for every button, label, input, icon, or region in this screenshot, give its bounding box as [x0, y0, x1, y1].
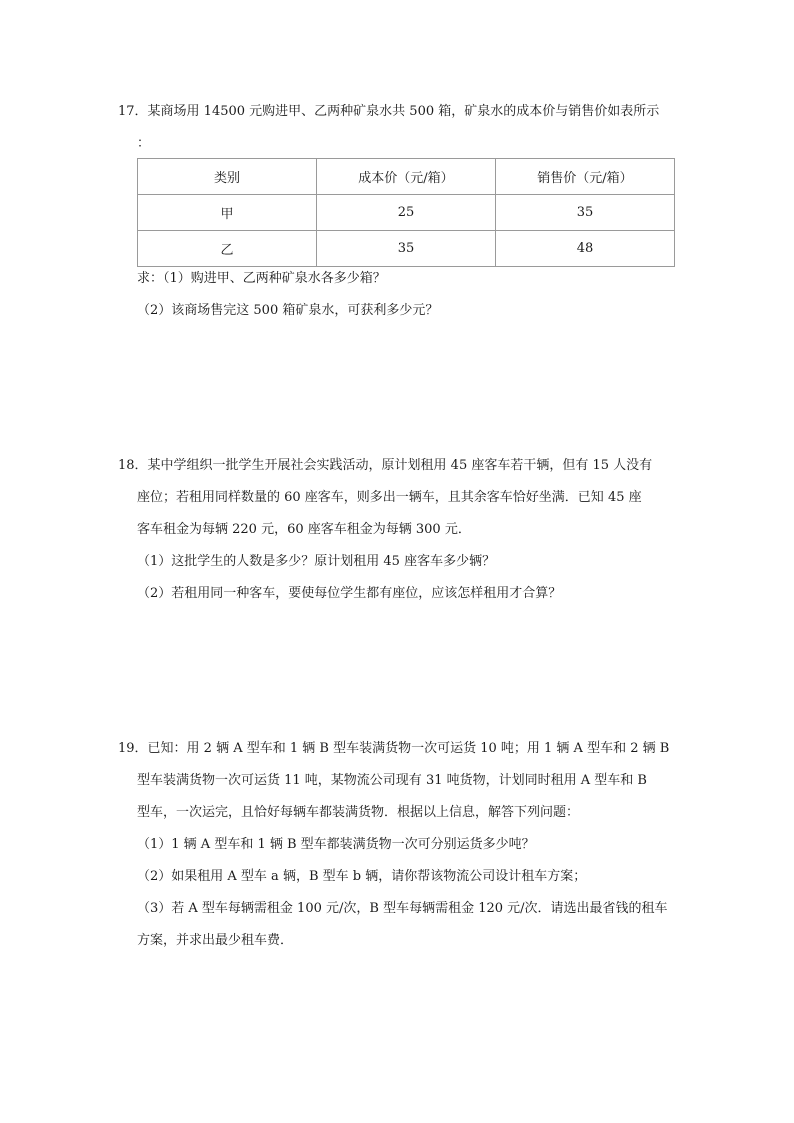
q17-ask2: （2）该商场售完这 500 箱矿泉水，可获利多少元？ — [137, 303, 439, 318]
table-row — [138, 195, 675, 231]
table-cell: 35 — [317, 231, 496, 267]
q19-line1: 19．已知：用 2 辆 A 型车和 1 辆 B 型车装满货物一次可运货 10 吨；用 1 辆 A 型车和 2 辆 B — [118, 741, 670, 756]
table-header-row — [138, 159, 675, 195]
q19-ask1: （1）1 辆 A 型车和 1 辆 B 型车都装满货物一次可分别运货多少吨？ — [137, 837, 535, 852]
q17-price-table — [137, 158, 675, 267]
q19-line3: 型车，一次运完，且恰好每辆车都装满货物．根据以上信息，解答下列问题： — [137, 805, 580, 820]
table-header-cost: 成本价（元/箱） — [317, 159, 496, 195]
q18-line2: 座位；若租用同样数量的 60 座客车，则多出一辆车，且其余客车恰好坐满．已知 45 座 — [137, 490, 642, 505]
table-cell: 25 — [317, 195, 496, 231]
table-header-category: 类别 — [138, 159, 317, 195]
table-cell: 甲 — [138, 195, 317, 231]
q18-ask2: （2）若租用同一种客车，要使每位学生都有座位，应该怎样租用才合算？ — [137, 586, 562, 601]
table-cell: 乙 — [138, 231, 317, 267]
q18-ask1: （1）这批学生的人数是多少？原计划租用 45 座客车多少辆？ — [137, 554, 496, 569]
q17-ask1: 求：（1）购进甲、乙两种矿泉水各多少箱？ — [137, 271, 386, 286]
q17-stem-line1: 17．某商场用 14500 元购进甲、乙两种矿泉水共 500 箱，矿泉水的成本价与销售价如表所示 — [118, 104, 660, 119]
table-cell: 35 — [496, 195, 675, 231]
q18-line1: 18．某中学组织一批学生开展社会实践活动，原计划租用 45 座客车若干辆，但有 15 人没有 — [118, 458, 653, 473]
q19-ask3-line2: 方案，并求出最少租车费． — [137, 933, 294, 948]
q19-ask2: （2）如果租用 A 型车 a 辆，B 型车 b 辆，请你帮该物流公司设计租车方案； — [137, 869, 587, 884]
q19-line2: 型车装满货物一次可运货 11 吨，某物流公司现有 31 吨货物，计划同时租用 A 型车和 B — [137, 773, 647, 788]
q19-ask3-line1: （3）若 A 型车每辆需租金 100 元/次，B 型车每辆需租金 120 元/次．请选出最省钱的租车 — [137, 901, 668, 916]
table-row — [138, 231, 675, 267]
q18-line3: 客车租金为每辆 220 元，60 座客车租金为每辆 300 元． — [137, 522, 471, 537]
table-header-sale: 销售价（元/箱） — [496, 159, 675, 195]
table-cell: 48 — [496, 231, 675, 267]
q17-stem-line2: ： — [137, 136, 151, 151]
